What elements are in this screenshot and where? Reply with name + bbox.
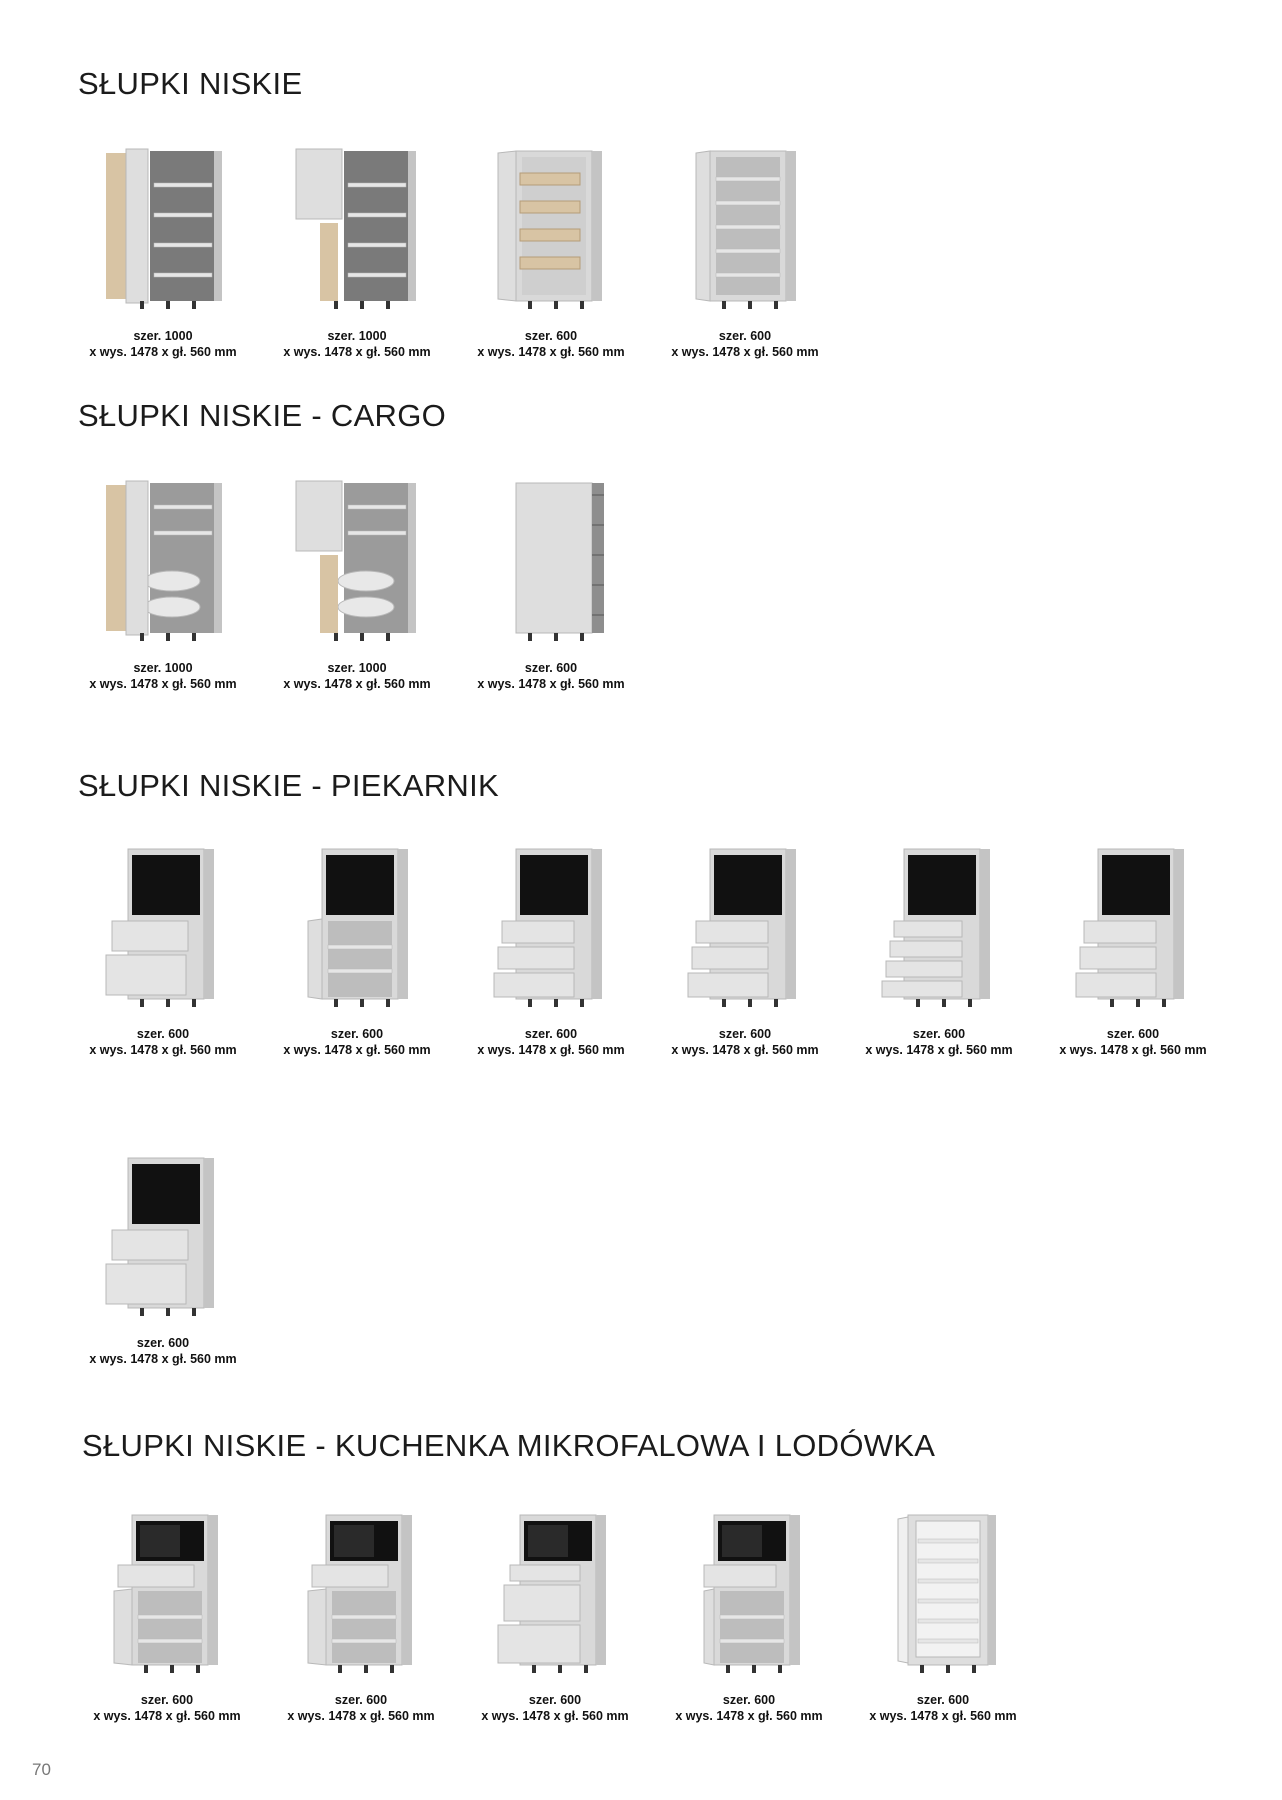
section-title-slupki-niskie: SŁUPKI NISKIE	[78, 66, 303, 101]
product-size: x wys. 1478 x gł. 560 mm	[477, 677, 625, 691]
product-dimensions	[844, 1026, 1034, 1058]
cabinet-image	[864, 826, 1014, 1026]
cabinet-image	[88, 1135, 238, 1335]
product-card[interactable]	[654, 1492, 844, 1727]
cabinet-image	[476, 460, 626, 660]
product-dimensions	[262, 660, 452, 692]
product-width: szer. 600	[1106, 1027, 1160, 1041]
product-card[interactable]	[68, 460, 258, 695]
product-size: x wys. 1478 x gł. 560 mm	[287, 1709, 435, 1723]
product-dimensions	[72, 1692, 262, 1724]
product-size: x wys. 1478 x gł. 560 mm	[671, 345, 819, 359]
product-dimensions	[1038, 1026, 1228, 1058]
product-dimensions	[650, 328, 840, 360]
product-card[interactable]	[460, 1492, 650, 1727]
product-width: szer. 600	[528, 1693, 582, 1707]
product-width: szer. 600	[718, 1027, 772, 1041]
product-size: x wys. 1478 x gł. 560 mm	[89, 1352, 237, 1366]
product-size: x wys. 1478 x gł. 560 mm	[675, 1709, 823, 1723]
cabinet-image	[476, 826, 626, 1026]
cabinet-image	[1058, 826, 1208, 1026]
cabinet-image	[88, 460, 238, 660]
product-card[interactable]	[266, 1492, 456, 1727]
product-size: x wys. 1478 x gł. 560 mm	[1059, 1043, 1207, 1057]
product-card[interactable]	[262, 460, 452, 695]
cabinet-image	[282, 128, 432, 328]
product-width: szer. 600	[334, 1693, 388, 1707]
product-size: x wys. 1478 x gł. 560 mm	[89, 1043, 237, 1057]
cabinet-image	[480, 1492, 630, 1692]
cabinet-image	[88, 826, 238, 1026]
cabinet-image	[282, 460, 432, 660]
product-card[interactable]	[68, 826, 258, 1061]
product-dimensions	[68, 328, 258, 360]
product-size: x wys. 1478 x gł. 560 mm	[89, 677, 237, 691]
product-dimensions	[654, 1692, 844, 1724]
cabinet-image	[282, 826, 432, 1026]
product-card[interactable]	[456, 826, 646, 1061]
product-dimensions	[456, 1026, 646, 1058]
product-width: szer. 1000	[133, 661, 193, 675]
product-width: szer. 600	[330, 1027, 384, 1041]
cabinet-image	[670, 826, 820, 1026]
product-dimensions	[68, 1335, 258, 1367]
product-card[interactable]	[262, 128, 452, 363]
section-title-mikrofalowa-lodowka: SŁUPKI NISKIE - KUCHENKA MIKROFALOWA I LODÓWKA	[82, 1428, 936, 1463]
product-dimensions	[460, 1692, 650, 1724]
cabinet-image	[92, 1492, 242, 1692]
product-width: szer. 600	[136, 1336, 190, 1350]
product-dimensions	[266, 1692, 456, 1724]
product-width: szer. 600	[524, 1027, 578, 1041]
product-size: x wys. 1478 x gł. 560 mm	[477, 345, 625, 359]
product-width: szer. 1000	[327, 329, 387, 343]
product-size: x wys. 1478 x gł. 560 mm	[283, 345, 431, 359]
page-number: 70	[32, 1760, 51, 1779]
product-size: x wys. 1478 x gł. 560 mm	[477, 1043, 625, 1057]
product-width: szer. 600	[718, 329, 772, 343]
product-dimensions	[68, 1026, 258, 1058]
section-title-piekarnik: SŁUPKI NISKIE - PIEKARNIK	[78, 768, 499, 803]
cabinet-image	[674, 1492, 824, 1692]
product-size: x wys. 1478 x gł. 560 mm	[283, 1043, 431, 1057]
cabinet-image	[88, 128, 238, 328]
product-card[interactable]	[262, 826, 452, 1061]
product-dimensions	[650, 1026, 840, 1058]
product-size: x wys. 1478 x gł. 560 mm	[671, 1043, 819, 1057]
product-card[interactable]	[456, 128, 646, 363]
product-size: x wys. 1478 x gł. 560 mm	[283, 677, 431, 691]
product-width: szer. 600	[912, 1027, 966, 1041]
product-width: szer. 600	[140, 1693, 194, 1707]
product-width: szer. 600	[136, 1027, 190, 1041]
product-width: szer. 600	[722, 1693, 776, 1707]
product-width: szer. 600	[524, 329, 578, 343]
product-card[interactable]	[68, 128, 258, 363]
product-card[interactable]	[650, 826, 840, 1061]
product-width: szer. 1000	[327, 661, 387, 675]
product-width: szer. 600	[524, 661, 578, 675]
product-dimensions	[262, 328, 452, 360]
cabinet-image	[286, 1492, 436, 1692]
product-dimensions	[456, 328, 646, 360]
product-size: x wys. 1478 x gł. 560 mm	[89, 345, 237, 359]
product-width: szer. 1000	[133, 329, 193, 343]
product-width: szer. 600	[916, 1693, 970, 1707]
product-card[interactable]	[456, 460, 646, 695]
product-size: x wys. 1478 x gł. 560 mm	[481, 1709, 629, 1723]
product-card[interactable]	[848, 1492, 1038, 1727]
product-size: x wys. 1478 x gł. 560 mm	[865, 1043, 1013, 1057]
product-dimensions	[456, 660, 646, 692]
product-size: x wys. 1478 x gł. 560 mm	[869, 1709, 1017, 1723]
product-card[interactable]	[844, 826, 1034, 1061]
product-card[interactable]	[650, 128, 840, 363]
cabinet-image	[476, 128, 626, 328]
cabinet-image	[868, 1492, 1018, 1692]
product-card[interactable]	[72, 1492, 262, 1727]
product-dimensions	[68, 660, 258, 692]
product-size: x wys. 1478 x gł. 560 mm	[93, 1709, 241, 1723]
cabinet-image	[670, 128, 820, 328]
product-dimensions	[262, 1026, 452, 1058]
product-dimensions	[848, 1692, 1038, 1724]
section-title-cargo: SŁUPKI NISKIE - CARGO	[78, 398, 447, 433]
product-card[interactable]	[1038, 826, 1228, 1061]
product-card[interactable]	[68, 1135, 258, 1370]
